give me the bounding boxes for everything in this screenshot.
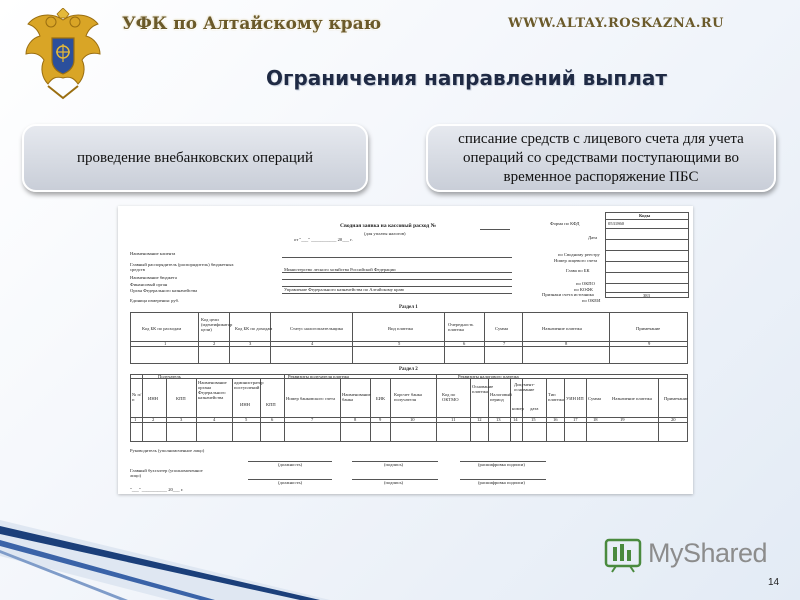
t1-number: 2 (213, 341, 216, 346)
t2-header: Назначение платежа (612, 396, 652, 401)
t2-number: 1 (134, 417, 137, 422)
page-title: Ограничения направлений выплат (266, 66, 667, 90)
t2-group: Реквизиты налогового платежа (458, 374, 519, 379)
right-label: по КОФК (574, 287, 593, 292)
left-label: Финансовый орган (130, 282, 168, 287)
t2-number: 11 (451, 417, 456, 422)
t2-header: Примечание (664, 396, 689, 401)
info-pill-nonbank (22, 124, 368, 192)
t1-number: 6 (463, 341, 466, 346)
t2-number: 5 (245, 417, 248, 422)
doc-footer-date: "___" ___________ 20___ г. (130, 487, 184, 492)
myshared-logo-text: MyShared (648, 538, 768, 568)
left-label: Наименование бюджета (130, 275, 177, 280)
t2-header: Основание платежа (472, 384, 494, 394)
sign-label: Главный бухгалтер (уполномоченное лицо) (130, 468, 203, 478)
left-label: Единица измерения: руб. (130, 298, 180, 303)
doc-subheading: (для уплаты налогов) (364, 231, 406, 236)
t2-header: администратор поступлений (234, 380, 264, 390)
t2-number: 14 (513, 417, 518, 422)
doc-date-line: от "___" ___________ 20___ г. (294, 237, 353, 242)
t1-header: Назначение платежа (542, 326, 582, 331)
form-document-image (118, 206, 693, 494)
t2-number: 7 (311, 417, 314, 422)
sign-caption: (расшифровка подписи) (478, 462, 525, 467)
t1-header: Сумма (495, 326, 509, 331)
t2-number: 13 (496, 417, 501, 422)
right-label: Признаки счета источника (542, 292, 594, 297)
t2-header: номер (512, 406, 524, 411)
t2-number: 6 (271, 417, 274, 422)
left-value: Министерство лесного хозяйства Российской Федерации (284, 267, 396, 272)
t1-number: 4 (311, 341, 314, 346)
t1-number: 3 (249, 341, 252, 346)
t2-number: 8 (354, 417, 357, 422)
t1-number: 8 (565, 341, 568, 346)
sign-caption: (подпись) (384, 462, 404, 467)
left-value: Управление Федерального казначейства по Алтайскому краю (284, 287, 405, 292)
t2-header: Код по ОКТМО (442, 392, 459, 402)
t2-number: 4 (213, 417, 216, 422)
t2-header: Документ-основание (514, 382, 535, 392)
t2-number: 20 (671, 417, 676, 422)
t2-number: 19 (620, 417, 625, 422)
sign-caption: (расшифровка подписи) (478, 480, 525, 485)
t1-header: Статус налогоплательщика (290, 326, 343, 331)
sign-caption: (должность) (278, 462, 303, 467)
t2-header: дата (530, 406, 539, 411)
t2-header: Наименование банка (342, 392, 371, 402)
right-label: Дата (588, 235, 598, 240)
section-1-title: Раздел 1 (399, 305, 418, 310)
t1-number: 1 (164, 341, 167, 346)
t2-number: 9 (379, 417, 382, 422)
sign-caption: (должность) (278, 480, 303, 485)
right-label: по Сводному реестру (558, 252, 600, 257)
t2-header: Номер банковского счета (286, 396, 336, 401)
t1-header: Очередность платежа (448, 322, 474, 332)
t1-header: Код цели (идентификатор цели) (201, 317, 233, 332)
right-label: Форма по КФД (550, 221, 580, 226)
left-label: Наименование клиента (130, 251, 176, 256)
t2-header: Тип платежа (548, 392, 564, 402)
t1-number: 9 (648, 341, 651, 346)
right-label: Глава по БК (566, 268, 590, 273)
t2-header: Наименование органа Федерального казначейства (198, 380, 227, 400)
t2-header: Налоговый период (490, 392, 512, 402)
page-number: 14 (768, 577, 780, 588)
t2-number: 16 (553, 417, 558, 422)
t2-number: 15 (531, 417, 536, 422)
t2-number: 12 (477, 417, 482, 422)
t1-header: Вид платежа (388, 326, 413, 331)
t2-number: 3 (180, 417, 183, 422)
t2-header: ИНН (240, 402, 250, 407)
info-pill-writeoff (426, 124, 776, 192)
t2-header: № п/п (132, 392, 142, 402)
code-value: 383 (643, 293, 650, 298)
sign-caption: (подпись) (384, 480, 404, 485)
t2-header: БИК (376, 396, 386, 401)
code-value: 0531860 (608, 221, 625, 226)
info-pill-text: проведение внебанковских операций (77, 149, 313, 166)
section-2-title: Раздел 2 (399, 367, 418, 372)
t2-header: Сумма (588, 396, 602, 401)
coat-of-arms-icon (22, 8, 104, 100)
organization-name: УФК по Алтайскому краю (122, 14, 382, 34)
t2-header: Корсчет банка получателя (394, 392, 422, 402)
t1-number: 7 (503, 341, 506, 346)
left-label: Главный распорядитель (распорядитель) бюджетных средств (130, 262, 234, 272)
t2-number: 17 (573, 417, 578, 422)
website-url[interactable]: WWW.ALTAY.ROSKAZNA.RU (508, 16, 724, 31)
t2-header: ИНН (148, 396, 158, 401)
t2-number: 18 (593, 417, 598, 422)
t1-header: Примечание (636, 326, 661, 331)
doc-heading: Сводная заявка на кассовый расход № (340, 223, 437, 229)
t2-number: 2 (152, 417, 155, 422)
right-label: Номер лицевого счета (554, 258, 598, 263)
t1-header: Код БК по доходам (235, 326, 273, 331)
t2-header: КПП (266, 402, 276, 407)
sign-label: Руководитель (уполномоченное лицо) (130, 448, 205, 453)
t2-header: КПП (176, 396, 186, 401)
left-label: Орган Федерального казначейства (130, 288, 198, 293)
t1-header: Код БК по расходам (142, 326, 182, 331)
t2-header: УИН ИП (566, 396, 584, 401)
t2-group: Реквизиты получателя платежа (288, 374, 349, 379)
right-label: по ОКПО (576, 281, 595, 286)
right-label: по ОКЕИ (582, 298, 601, 303)
codes-header: Коды (639, 213, 651, 218)
t2-group: Получатель (158, 374, 181, 379)
t1-number: 5 (398, 341, 401, 346)
t2-number: 10 (410, 417, 415, 422)
info-pill-text: списание средств с лицевого счета для учета операций со средствами поступающими во временное распоряжение ПБС (458, 130, 744, 185)
